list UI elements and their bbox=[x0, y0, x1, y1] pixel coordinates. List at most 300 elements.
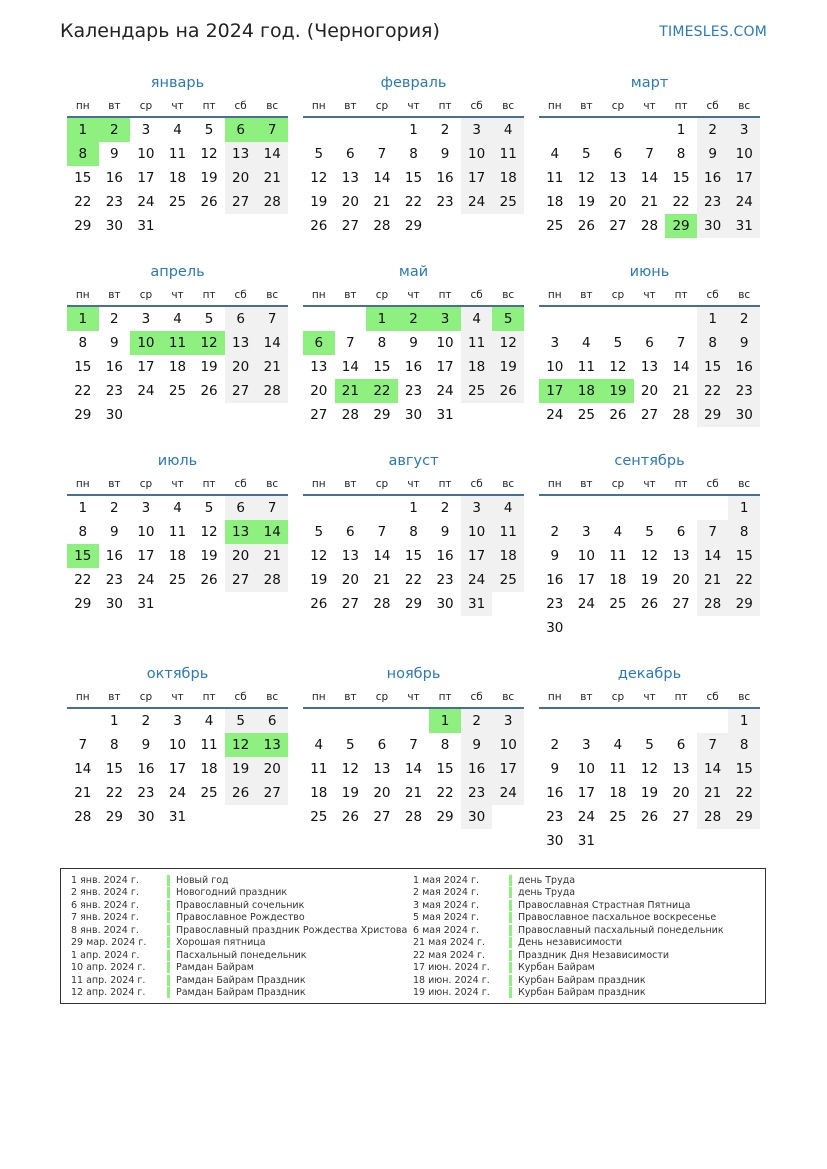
day-cell: 10 bbox=[577, 761, 595, 777]
day-cell: 12 bbox=[193, 331, 225, 355]
day-cell: 12 bbox=[492, 331, 524, 355]
weekday-label: чт bbox=[171, 289, 184, 301]
holiday-marker bbox=[167, 950, 170, 961]
weekday-label: пт bbox=[202, 100, 216, 112]
day-cell: 4 bbox=[173, 122, 182, 138]
day-cell: 21 bbox=[373, 194, 391, 210]
month-name: декабрь bbox=[617, 666, 682, 682]
weekday-label: вт bbox=[344, 100, 357, 112]
month-5 bbox=[303, 259, 524, 448]
day-cell: 21 bbox=[697, 781, 729, 805]
day-cell: 2 bbox=[110, 311, 119, 327]
day-cell: 24 bbox=[461, 568, 493, 592]
day-cell: 14 bbox=[256, 520, 288, 544]
weekday-label: сб bbox=[470, 289, 483, 301]
month-name: июль bbox=[157, 453, 198, 469]
weekday-header bbox=[303, 687, 524, 709]
day-cell: 6 bbox=[346, 146, 355, 162]
holiday-marker bbox=[509, 937, 512, 948]
day-cell: 15 bbox=[728, 544, 760, 568]
day-cell: 27 bbox=[225, 190, 257, 214]
day-cell: 30 bbox=[728, 403, 760, 427]
day-cell: 28 bbox=[373, 596, 391, 612]
day-cell: 18 bbox=[200, 761, 218, 777]
empty-cell bbox=[398, 709, 430, 733]
weekday-label: ср bbox=[611, 289, 625, 301]
day-cell: 23 bbox=[461, 781, 493, 805]
day-cell: 28 bbox=[74, 809, 92, 825]
day-cell: 27 bbox=[672, 809, 690, 825]
holiday-name: Православный пасхальный понедельник bbox=[518, 924, 724, 936]
day-cell: 29 bbox=[665, 214, 697, 238]
day-cell: 10 bbox=[130, 331, 162, 355]
holiday-marker bbox=[509, 887, 512, 898]
holiday-name: Православный сочельник bbox=[176, 899, 305, 911]
empty-cell bbox=[602, 118, 634, 142]
day-cell: 29 bbox=[74, 596, 92, 612]
weekday-label: сб bbox=[706, 289, 719, 301]
day-cell: 29 bbox=[728, 592, 760, 616]
empty-cell bbox=[303, 307, 335, 331]
day-cell: 8 bbox=[697, 331, 729, 355]
day-cell: 4 bbox=[492, 118, 524, 142]
empty-cell bbox=[335, 709, 367, 733]
day-cell: 6 bbox=[613, 146, 623, 162]
holiday-date: 3 мая 2024 г. bbox=[413, 899, 479, 911]
day-cell: 21 bbox=[335, 379, 367, 403]
weekday-label: сб bbox=[234, 100, 247, 112]
day-cell: 6 bbox=[645, 335, 654, 351]
day-cell: 22 bbox=[436, 785, 454, 801]
day-cell: 1 bbox=[429, 709, 461, 733]
day-cell: 21 bbox=[672, 383, 690, 399]
empty-cell bbox=[602, 709, 634, 733]
day-cell: 4 bbox=[582, 335, 591, 351]
weekday-header bbox=[67, 96, 288, 118]
holiday-marker bbox=[509, 962, 512, 973]
day-cell: 18 bbox=[168, 170, 187, 186]
holiday-marker bbox=[167, 962, 170, 973]
day-cell: 10 bbox=[436, 335, 454, 351]
day-cell: 23 bbox=[546, 596, 564, 612]
holiday-date: 2 янв. 2024 г. bbox=[71, 887, 139, 899]
weekday-label: пт bbox=[438, 478, 452, 490]
day-cell: 4 bbox=[550, 146, 560, 162]
day-cell: 12 bbox=[310, 548, 328, 564]
day-cell: 11 bbox=[310, 761, 328, 777]
holiday-date: 21 мая 2024 г. bbox=[413, 937, 486, 949]
day-cell: 5 bbox=[314, 524, 324, 540]
day-cell: 17 bbox=[461, 166, 493, 190]
day-cell: 11 bbox=[168, 146, 187, 162]
day-cell: 22 bbox=[728, 568, 760, 592]
day-cell: 3 bbox=[728, 118, 760, 142]
holiday-marker bbox=[509, 950, 512, 961]
day-cell: 14 bbox=[672, 359, 690, 375]
day-cell: 6 bbox=[676, 524, 686, 540]
day-cell: 20 bbox=[225, 355, 257, 379]
day-cell: 15 bbox=[436, 761, 454, 777]
day-cell: 25 bbox=[200, 785, 218, 801]
weekday-label: вс bbox=[266, 289, 279, 301]
day-cell: 27 bbox=[225, 379, 257, 403]
day-cell: 9 bbox=[409, 335, 418, 351]
day-cell: 12 bbox=[577, 170, 595, 186]
day-cell: 1 bbox=[366, 307, 398, 331]
day-cell: 23 bbox=[436, 194, 454, 210]
day-cell: 23 bbox=[105, 572, 123, 588]
weekday-label: чт bbox=[407, 100, 420, 112]
month-10 bbox=[67, 661, 288, 861]
holiday-name: Курбан Байрам bbox=[518, 962, 595, 974]
day-cell: 7 bbox=[697, 520, 729, 544]
day-cell: 16 bbox=[137, 761, 155, 777]
day-cell: 11 bbox=[492, 142, 524, 166]
day-cell: 4 bbox=[204, 713, 214, 729]
weekday-label: вт bbox=[580, 289, 593, 301]
day-cell: 6 bbox=[225, 496, 257, 520]
empty-cell bbox=[697, 496, 729, 520]
day-cell: 30 bbox=[436, 596, 454, 612]
weekday-label: вс bbox=[738, 100, 751, 112]
day-cell: 8 bbox=[409, 146, 418, 162]
day-cell: 22 bbox=[672, 194, 690, 210]
day-cell: 1 bbox=[409, 122, 418, 138]
weekday-label: ср bbox=[611, 100, 625, 112]
day-cell: 26 bbox=[310, 596, 328, 612]
day-cell: 22 bbox=[105, 785, 123, 801]
empty-cell bbox=[665, 307, 697, 331]
day-cell: 9 bbox=[550, 548, 560, 564]
day-cell: 29 bbox=[436, 809, 454, 825]
day-cell: 17 bbox=[728, 166, 760, 190]
holiday-name: Православное Рождество bbox=[176, 912, 305, 924]
empty-cell bbox=[602, 496, 634, 520]
day-cell: 26 bbox=[310, 218, 328, 234]
month-name: май bbox=[398, 264, 429, 280]
day-cell: 11 bbox=[168, 524, 187, 540]
day-cell: 13 bbox=[225, 142, 257, 166]
day-cell: 2 bbox=[461, 709, 493, 733]
day-cell: 22 bbox=[74, 383, 92, 399]
empty-cell bbox=[539, 496, 571, 520]
day-cell: 1 bbox=[409, 500, 418, 516]
day-cell: 31 bbox=[137, 218, 155, 234]
weekday-label: пн bbox=[75, 289, 90, 301]
empty-cell bbox=[335, 496, 367, 520]
days-grid bbox=[67, 118, 288, 238]
weekday-label: вт bbox=[344, 289, 357, 301]
day-cell: 21 bbox=[256, 166, 288, 190]
day-cell: 3 bbox=[173, 713, 182, 729]
day-cell: 25 bbox=[310, 809, 328, 825]
day-cell: 11 bbox=[162, 331, 194, 355]
day-cell: 25 bbox=[492, 568, 524, 592]
day-cell: 31 bbox=[728, 214, 760, 238]
day-cell: 22 bbox=[74, 194, 92, 210]
weekday-label: пн bbox=[75, 100, 90, 112]
holiday-name: Рамдан Байрам Праздник bbox=[176, 974, 306, 986]
day-cell: 24 bbox=[577, 809, 595, 825]
day-cell: 21 bbox=[697, 568, 729, 592]
holiday-date: 10 апр. 2024 г. bbox=[71, 962, 146, 974]
month-4 bbox=[67, 259, 288, 448]
legend-row bbox=[413, 937, 755, 950]
empty-cell bbox=[571, 307, 603, 331]
day-cell: 12 bbox=[200, 146, 218, 162]
day-cell: 7 bbox=[256, 307, 288, 331]
day-cell: 14 bbox=[697, 757, 729, 781]
day-cell: 20 bbox=[672, 785, 690, 801]
day-cell: 2 bbox=[141, 713, 151, 729]
day-cell: 20 bbox=[256, 757, 288, 781]
day-cell: 24 bbox=[492, 781, 524, 805]
day-cell: 11 bbox=[546, 170, 564, 186]
day-cell: 17 bbox=[577, 572, 595, 588]
day-cell: 7 bbox=[377, 146, 387, 162]
weekday-label: сб bbox=[234, 289, 247, 301]
weekday-label: ср bbox=[139, 478, 153, 490]
day-cell: 14 bbox=[341, 359, 359, 375]
holiday-name: Хорошая пятница bbox=[176, 937, 266, 949]
month-2 bbox=[303, 70, 524, 259]
holiday-date: 2 мая 2024 г. bbox=[413, 887, 479, 899]
day-cell: 13 bbox=[672, 761, 690, 777]
day-cell: 1 bbox=[728, 496, 760, 520]
day-cell: 7 bbox=[645, 146, 654, 162]
weekday-label: ср bbox=[611, 691, 625, 703]
day-cell: 31 bbox=[436, 407, 454, 423]
day-cell: 27 bbox=[609, 218, 627, 234]
day-cell: 23 bbox=[137, 785, 155, 801]
day-cell: 26 bbox=[492, 379, 524, 403]
month-name: октябрь bbox=[146, 666, 209, 682]
day-cell: 29 bbox=[74, 218, 92, 234]
holiday-marker bbox=[509, 912, 512, 923]
day-cell: 18 bbox=[492, 544, 524, 568]
weekday-label: ср bbox=[375, 478, 389, 490]
weekday-label: вт bbox=[580, 100, 593, 112]
day-cell: 29 bbox=[404, 218, 423, 234]
day-cell: 21 bbox=[404, 785, 423, 801]
day-cell: 13 bbox=[609, 170, 627, 186]
day-cell: 15 bbox=[728, 757, 760, 781]
month-name: июнь bbox=[629, 264, 670, 280]
weekday-header bbox=[539, 96, 760, 118]
empty-cell bbox=[571, 709, 603, 733]
day-cell: 30 bbox=[105, 596, 123, 612]
day-cell: 11 bbox=[461, 331, 493, 355]
legend-row bbox=[71, 949, 413, 962]
day-cell: 26 bbox=[200, 383, 218, 399]
day-cell: 13 bbox=[672, 548, 690, 564]
weekday-label: вс bbox=[502, 478, 515, 490]
day-cell: 16 bbox=[728, 355, 760, 379]
day-cell: 12 bbox=[609, 359, 627, 375]
day-cell: 5 bbox=[346, 737, 355, 753]
holiday-date: 17 июн. 2024 г. bbox=[413, 962, 490, 974]
day-cell: 13 bbox=[225, 520, 257, 544]
day-cell: 10 bbox=[492, 733, 524, 757]
holiday-legend bbox=[60, 868, 766, 1004]
weekday-label: пн bbox=[547, 691, 562, 703]
day-cell: 1 bbox=[67, 307, 99, 331]
days-grid bbox=[67, 307, 288, 427]
day-cell: 31 bbox=[137, 596, 155, 612]
weekday-label: пт bbox=[202, 478, 216, 490]
weekday-label: вт bbox=[108, 691, 121, 703]
days-grid bbox=[539, 496, 760, 640]
holiday-name: Курбан Байрам праздник bbox=[518, 987, 646, 999]
day-cell: 19 bbox=[577, 194, 595, 210]
day-cell: 27 bbox=[672, 596, 690, 612]
day-cell: 19 bbox=[492, 355, 524, 379]
weekday-label: пт bbox=[438, 100, 452, 112]
day-cell: 30 bbox=[697, 214, 729, 238]
holiday-name: Православный праздник Рождества Христова bbox=[176, 924, 408, 936]
weekday-label: чт bbox=[643, 100, 656, 112]
day-cell: 2 bbox=[550, 737, 560, 753]
day-cell: 27 bbox=[341, 218, 359, 234]
day-cell: 24 bbox=[168, 785, 187, 801]
day-cell: 30 bbox=[461, 805, 493, 829]
day-cell: 27 bbox=[341, 596, 359, 612]
day-cell: 30 bbox=[546, 620, 564, 636]
day-cell: 2 bbox=[110, 500, 119, 516]
day-cell: 18 bbox=[168, 548, 187, 564]
holiday-date: 11 апр. 2024 г. bbox=[71, 974, 146, 986]
day-cell: 28 bbox=[640, 218, 659, 234]
day-cell: 25 bbox=[168, 383, 187, 399]
weekday-label: пн bbox=[547, 289, 562, 301]
day-cell: 17 bbox=[461, 544, 493, 568]
day-cell: 25 bbox=[577, 407, 595, 423]
day-cell: 15 bbox=[672, 170, 690, 186]
month-9 bbox=[539, 448, 760, 661]
brand-link[interactable]: TIMESLES.COM bbox=[659, 24, 767, 40]
weekday-label: вс bbox=[502, 691, 515, 703]
day-cell: 19 bbox=[602, 379, 634, 403]
holiday-name: Рамдан Байрам bbox=[176, 962, 254, 974]
day-cell: 18 bbox=[168, 359, 187, 375]
days-grid bbox=[303, 307, 524, 427]
weekday-label: пн bbox=[547, 478, 562, 490]
days-grid bbox=[539, 709, 760, 853]
weekday-label: пт bbox=[674, 691, 688, 703]
day-cell: 4 bbox=[613, 524, 623, 540]
day-cell: 8 bbox=[728, 520, 760, 544]
legend-row bbox=[413, 974, 755, 987]
day-cell: 28 bbox=[697, 805, 729, 829]
day-cell: 14 bbox=[697, 544, 729, 568]
day-cell: 28 bbox=[672, 407, 690, 423]
day-cell: 19 bbox=[200, 359, 218, 375]
day-cell: 8 bbox=[676, 146, 686, 162]
weekday-label: ср bbox=[611, 478, 625, 490]
day-cell: 18 bbox=[609, 785, 627, 801]
day-cell: 27 bbox=[225, 568, 257, 592]
empty-cell bbox=[634, 496, 666, 520]
day-cell: 14 bbox=[256, 331, 288, 355]
weekday-header bbox=[67, 474, 288, 496]
weekday-label: вс bbox=[502, 289, 515, 301]
month-1 bbox=[67, 70, 288, 259]
day-cell: 31 bbox=[168, 809, 187, 825]
weekday-label: пт bbox=[202, 691, 216, 703]
day-cell: 7 bbox=[697, 733, 729, 757]
legend-row bbox=[413, 962, 755, 975]
day-cell: 6 bbox=[256, 709, 288, 733]
legend-row bbox=[71, 899, 413, 912]
day-cell: 24 bbox=[546, 407, 564, 423]
day-cell: 7 bbox=[409, 737, 418, 753]
empty-cell bbox=[539, 307, 571, 331]
day-cell: 12 bbox=[341, 761, 359, 777]
holiday-name: Новогодний праздник bbox=[176, 887, 288, 899]
day-cell: 29 bbox=[728, 805, 760, 829]
day-cell: 9 bbox=[110, 146, 119, 162]
day-cell: 23 bbox=[105, 194, 123, 210]
day-cell: 6 bbox=[676, 737, 686, 753]
day-cell: 10 bbox=[137, 146, 155, 162]
day-cell: 6 bbox=[377, 737, 387, 753]
legend-row bbox=[71, 924, 413, 937]
legend-row bbox=[71, 937, 413, 950]
weekday-label: вт bbox=[108, 100, 121, 112]
day-cell: 22 bbox=[404, 194, 423, 210]
empty-cell bbox=[366, 118, 398, 142]
day-cell: 31 bbox=[461, 592, 493, 616]
day-cell: 16 bbox=[105, 359, 123, 375]
day-cell: 12 bbox=[640, 548, 659, 564]
month-name: март bbox=[630, 75, 669, 91]
weekday-label: вт bbox=[344, 691, 357, 703]
day-cell: 2 bbox=[440, 500, 450, 516]
day-cell: 6 bbox=[225, 307, 257, 331]
day-cell: 16 bbox=[105, 170, 123, 186]
holiday-date: 6 янв. 2024 г. bbox=[71, 899, 139, 911]
holiday-date: 12 апр. 2024 г. bbox=[71, 987, 146, 999]
weekday-label: вс bbox=[266, 100, 279, 112]
legend-row bbox=[413, 924, 755, 937]
holiday-marker bbox=[509, 975, 512, 986]
day-cell: 21 bbox=[640, 194, 659, 210]
day-cell: 17 bbox=[492, 757, 524, 781]
day-cell: 3 bbox=[461, 496, 493, 520]
month-name: февраль bbox=[380, 75, 447, 91]
page-title: Календарь на 2024 год. (Черногория) bbox=[60, 20, 440, 42]
day-cell: 1 bbox=[110, 713, 119, 729]
weekday-header bbox=[67, 285, 288, 307]
day-cell: 3 bbox=[429, 307, 461, 331]
empty-cell bbox=[602, 307, 634, 331]
day-cell: 19 bbox=[200, 548, 218, 564]
legend-row bbox=[413, 887, 755, 900]
day-cell: 14 bbox=[373, 548, 391, 564]
legend-row bbox=[413, 949, 755, 962]
day-cell: 31 bbox=[577, 833, 595, 849]
weekday-label: вт bbox=[580, 691, 593, 703]
day-cell: 8 bbox=[67, 142, 99, 166]
weekday-header bbox=[303, 474, 524, 496]
day-cell: 14 bbox=[640, 170, 659, 186]
day-cell: 10 bbox=[461, 520, 493, 544]
day-cell: 10 bbox=[577, 548, 595, 564]
day-cell: 11 bbox=[492, 520, 524, 544]
day-cell: 9 bbox=[141, 737, 151, 753]
holiday-marker bbox=[509, 900, 512, 911]
holiday-marker bbox=[509, 987, 512, 998]
